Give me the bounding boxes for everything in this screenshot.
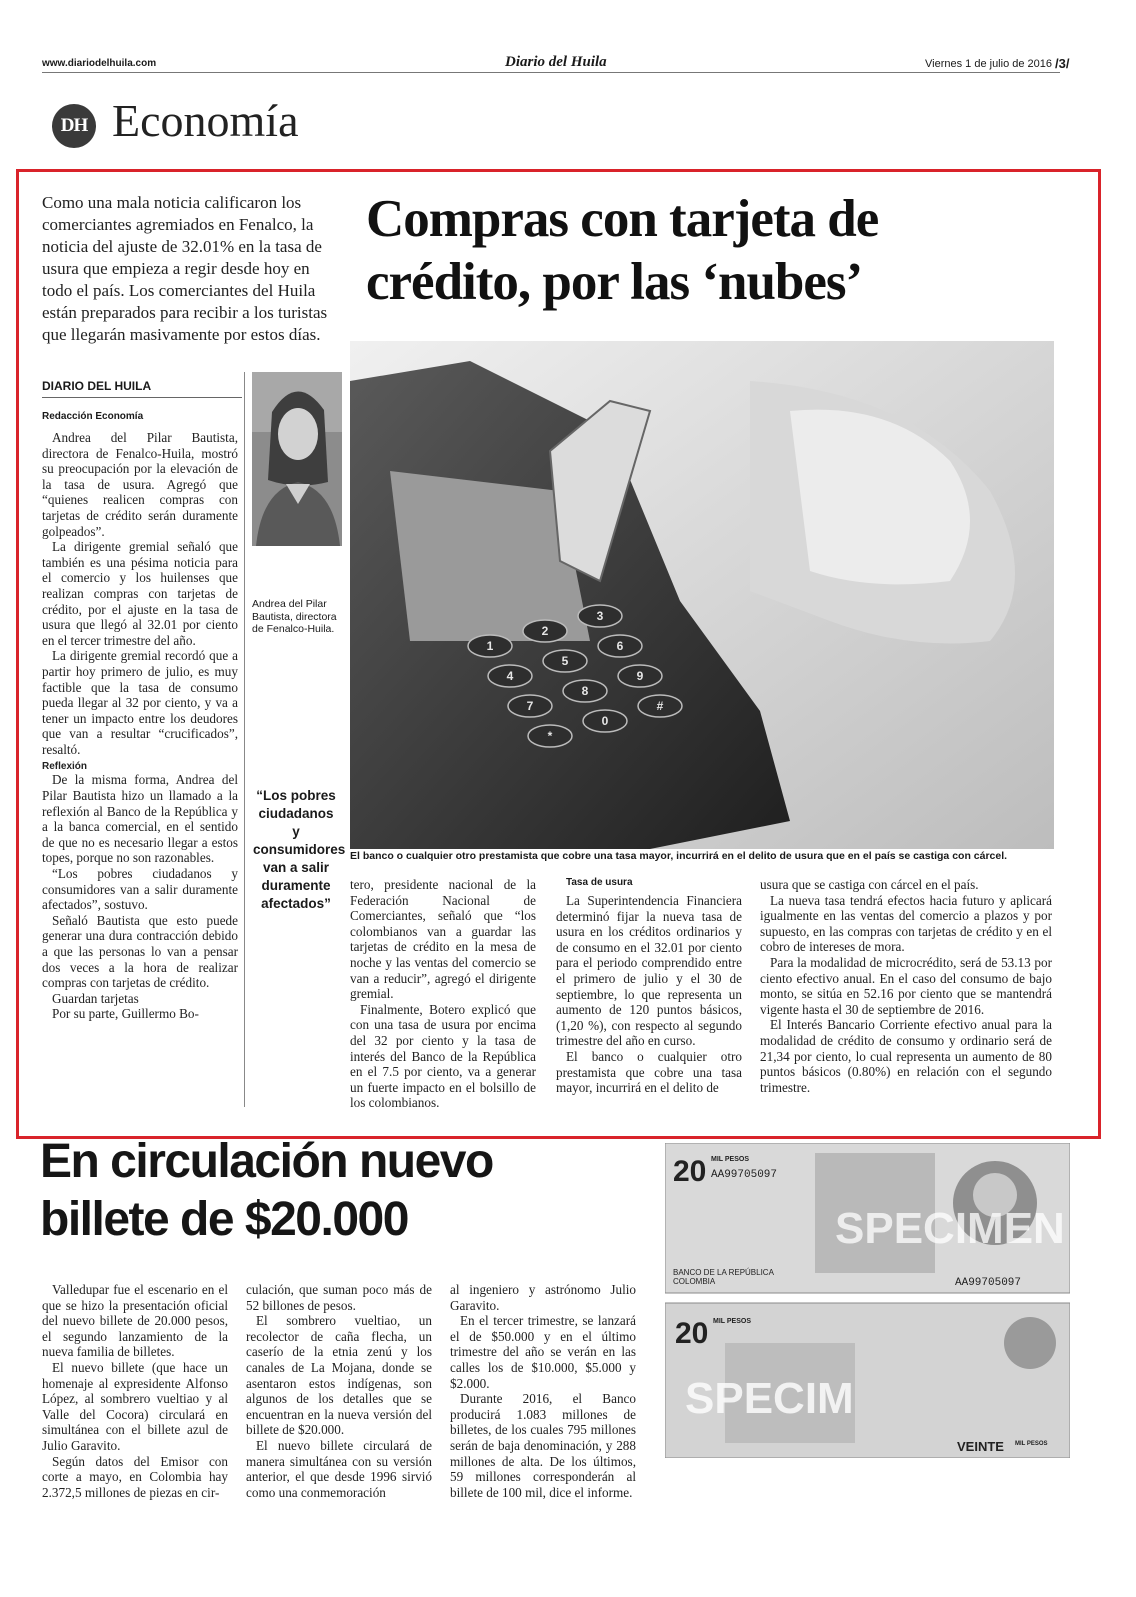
section-title: Economía <box>112 95 299 146</box>
paragraph: El nuevo billete (que hace un homenaje al expresidente Alfonso López, al sombrero vueltiao y al Valle del Cocora) circulará en simultánea con el billete azul de Julio Garavito. <box>42 1359 228 1453</box>
front-serial-top: AA99705097 <box>711 1169 778 1181</box>
paragraph: De la misma forma, Andrea del Pilar Bautista hizo un llamado a la reflexión al Banco de la República y a la banca comercial, en el sentido de que no es necesario llegar a estos topes, porque no son razonables. <box>42 772 238 866</box>
paragraph: Por su parte, Guillermo Bo- <box>52 1006 199 1022</box>
paragraph: Señaló Bautista que esto puede generar una dura contracción debido a que las personas lo van a pensar dos veces a la hora de realizar compras con tarjetas de crédito. <box>42 912 238 991</box>
keypad-key-label: * <box>547 729 553 743</box>
paragraph: Valledupar fue el escenario en el que se hizo la presentación oficial del nuevo billete de 20.000 pesos, el segundo lanzamiento de la nueva familia de billetes. <box>42 1282 228 1360</box>
front-bank-name: BANCO DE LA REPÚBLICA <box>673 1268 774 1277</box>
paragraph: El banco o cualquier otro prestamista que cobre una tasa mayor, incurrirá en el delito de <box>556 1048 742 1096</box>
paragraph: tero, presidente nacional de la Federación Nacional de Comerciantes, señaló que “los colombianos van a guardar las tarjetas de crédito en la mesa de noche y las ventas del comercio se van a reducir”, agregó el dirigente gremial. <box>350 877 536 1002</box>
newspaper-name: Diario del Huila <box>505 54 607 70</box>
paragraph: La dirigente gremial recordó que a partir hoy primero de julio, es muy factible que la tasa de consumo pueda llegar al 32 por ciento, y va a tener un impacto entre los deudores que van a resultar “crucificados”, resaltó. <box>42 648 238 757</box>
photo-caption: El banco o cualquier otro prestamista que cobre una tasa mayor, incurrirá en el delito de usura que en el país se castiga con cárcel. <box>350 850 1008 862</box>
paragraph: Finalmente, Botero explicó que con una tasa de usura por encima del 32 por ciento y la tasa de interés del Banco de la República en el 7.5 por ciento, va a generar un fuerte impacto en el bolsillo de los colombianos. <box>350 1001 536 1111</box>
paragraph: El Interés Bancario Corriente efectivo anual para la modalidad de crédito de consumo y ordinario será de 21,34 por ciento, lo cual representa un aumento de 80 puntos básicos (0.80%) en relación con el segundo trimestre. <box>760 1017 1052 1095</box>
back-denomination-word-unit: MIL PESOS <box>1015 1441 1048 1447</box>
column-divider <box>244 372 245 1107</box>
page-number: /3/ <box>1055 56 1070 71</box>
back-denomination-unit: MIL PESOS <box>713 1318 751 1325</box>
keypad-key-label: 3 <box>596 609 604 623</box>
front-bank-country: COLOMBIA <box>673 1277 716 1286</box>
paragraph: Andrea del Pilar Bautista, directora de Fenalco-Huila, mostró su preocupación por la elevación de la tasa de usura. Agregó que “quienes realicen compras con tarjetas de crédito serán duramente golpeados”. <box>42 430 238 539</box>
keypad-key-label: 4 <box>506 669 514 683</box>
paragraph: El sombrero vueltiao, un recolector de caña flecha, un caserío de la etnia zenú y los canales de La Mojana, donde se asentaron estos indígenas, son algunos de los detalles que se encuentran en la nueva versión del billete de $20.000. <box>246 1313 432 1438</box>
banknote-column-3 <box>450 1282 636 1500</box>
keypad-key-label: 6 <box>616 639 624 653</box>
keypad-key-label: 2 <box>541 624 549 638</box>
portrait-image <box>252 372 342 546</box>
paragraph: La nueva tasa tendrá efectos hacia futuro y aplicará igualmente en las ventas del comercio a plazos y por supuesto, en las compras con tarjetas de crédito y en el cobro de intereses de mora. <box>760 892 1052 955</box>
keypad-key-label: 9 <box>636 669 644 683</box>
back-denomination-word: VEINTE <box>957 1439 1004 1454</box>
paragraph: Guardan tarjetas <box>52 990 139 1006</box>
keypad-key-label: 8 <box>581 684 589 698</box>
headline-line-2: billete de $20.000 <box>40 1193 408 1246</box>
front-denomination-unit: MIL PESOS <box>711 1156 749 1163</box>
article-column-1 <box>42 430 238 1022</box>
paragraph: En el tercer trimestre, se lanzará el de $50.000 y en el último trimestre del año se verán en las calles los de $10.000, $5.000 y $2.000. <box>450 1313 636 1391</box>
paragraph: al ingeniero y astrónomo Julio Garavito. <box>450 1282 636 1313</box>
article-headline <box>366 188 1066 314</box>
paragraph: Según datos del Emisor con corte a mayo, en Colombia hay 2.372,5 millones de piezas en cir- <box>42 1453 228 1500</box>
banknote-images <box>665 1143 1070 1458</box>
back-denomination: 20 <box>675 1317 709 1350</box>
keypad-key-label: 7 <box>526 699 534 713</box>
paragraph: La Superintendencia Financiera determinó fijar la nueva tasa de usura en los créditos ordinarios y de consumo en el 32.01 por ciento para el periodo comprendido entre el primero de julio y el 30 de septiembre, lo que representa un aumento de 120 puntos básicos, (1,20 %), con respecto al segundo trimestre del año en curso. <box>556 893 742 1049</box>
keypad-key-label: # <box>656 699 664 713</box>
portrait-photo <box>252 372 342 546</box>
paragraph: “Los pobres ciudadanos y consumidores van a salir duramente afectados”, sostuvo. <box>42 866 238 913</box>
banknote-illustration <box>665 1143 1070 1458</box>
front-specimen-stamp: SPECIMEN <box>835 1204 1065 1253</box>
paragraph: La dirigente gremial señaló que también es una pésima noticia para el comercio y los huilenses que realizan compras con tarjetas de crédito, por el ajuste en la tasa de usura que llegó al 32.01 por ciento en el tercer trimestre del año. <box>42 539 238 648</box>
banknote-headline <box>40 1133 620 1249</box>
front-denomination: 20 <box>673 1155 707 1188</box>
card-terminal-photo <box>350 341 1054 849</box>
back-specimen-stamp: SPECIM <box>685 1374 854 1423</box>
paragraph: El nuevo billete circulará de manera simultánea con su versión anterior, el que desde 1996 sirvió como una conmemoración <box>246 1437 432 1500</box>
byline-rule <box>42 397 242 398</box>
issue-date: Viernes 1 de julio de 2016 <box>925 58 1053 70</box>
headline-line-2: crédito, por las ‘nubes’ <box>366 253 863 311</box>
front-serial-bottom: AA99705097 <box>955 1277 1022 1289</box>
keypad-key-label: 5 <box>561 654 569 668</box>
portrait-caption: Andrea del Pilar Bautista, directora de Fenalco-Huila. <box>252 598 337 635</box>
card-terminal-image <box>350 341 1054 849</box>
dh-logo: DH <box>52 104 96 148</box>
headline-line-1: En circulación nuevo <box>40 1135 493 1188</box>
byline-desk: Redacción Economía <box>42 411 144 422</box>
article-column-2 <box>350 877 536 1111</box>
pull-quote: “Los pobres ciudadanos y consumidores van a salir duramente afectados” <box>253 788 346 911</box>
keypad-key-label: 0 <box>601 714 609 728</box>
byline: DIARIO DEL HUILA <box>42 379 152 393</box>
subheading-reflexion: Reflexión <box>42 761 88 773</box>
paragraph: Durante 2016, el Banco producirá 1.083 millones de billetes, de los cuales 795 millones serán de baja denominación, y 288 millones de alta. De los últimos, 59 millones corresponderán al billete de 100 mil, dice el informe. <box>450 1391 636 1500</box>
masthead-rule <box>42 72 1060 73</box>
headline-line-1: Compras con tarjeta de <box>366 190 879 248</box>
banknote-column-1 <box>42 1282 228 1500</box>
paragraph: Para la modalidad de microcrédito, será de 53.13 por ciento efectivo anual. En el caso del consumo de bajo monto, se sitúa en 52.16 por ciento que se mantendrá vigente hasta el 30 de septiembre de 2016. <box>760 954 1052 1017</box>
site-url: www.diariodelhuila.com <box>42 58 157 69</box>
article-lede: Como una mala noticia calificaron los comerciantes agremiados en Fenalco, la noticia del ajuste de 32.01% en la tasa de usura que empieza a regir desde hoy en todo el país. Los comerciantes del Huila están preparados para recibir a los turistas que llegarán masivamente por estos días. <box>42 193 328 344</box>
keypad-key-label: 1 <box>486 639 494 653</box>
banknote-column-2 <box>246 1282 432 1500</box>
article-column-4 <box>760 877 1052 1095</box>
paragraph: usura que se castiga con cárcel en el país. <box>760 877 979 892</box>
subheading-tasa-de-usura: Tasa de usura <box>566 877 633 888</box>
paragraph: culación, que suman poco más de 52 billones de pesos. <box>246 1282 432 1313</box>
article-column-3 <box>556 893 742 1096</box>
